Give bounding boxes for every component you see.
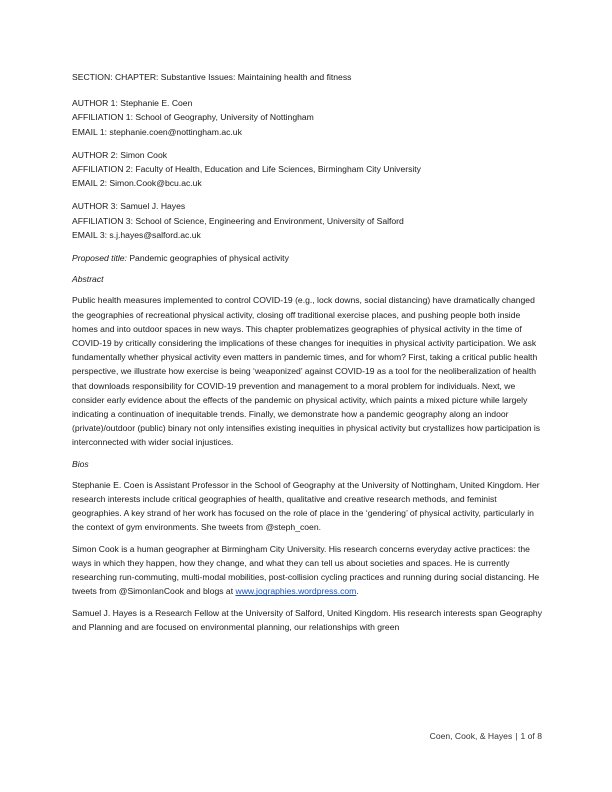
proposed-title	[72, 251, 542, 265]
bio-cook-end: .	[356, 586, 359, 597]
author-3-email: EMAIL 3: s.j.hayes@salford.ac.uk	[72, 229, 201, 240]
section-line: SECTION: CHAPTER: Substantive Issues: Maintaining health and fitness	[72, 72, 352, 82]
author-3-affiliation: AFFILIATION 3: School of Science, Engineering and Environment, University of Salford	[72, 215, 404, 226]
abstract-paragraph: Public health measures implemented to control COVID-19 (e.g., lock downs, social distancing) have dramatically changed the geographies of recreational physical activity, closing off traditional exercise places, and pushing people both inside homes and into outdoor spaces in new ways. This chapter problematizes geographies of physical activity in the time of COVID-19 by critically considering the implications of these changes for inequities in physical activity participation. We ask fundamentally whether physical activity even matters in pandemic times, and for whom? First, taking a critical public health perspective, we illustrate how exercise is being ‘weaponized’ against COVID-19 as a tool for the neoliberalization of health that downloads responsibility for COVID-19 prevention and management to a moral problem for individuals. Next, we consider early evidence about the effects of the pandemic on physical activity, which paints a mixed picture while largely indicating a continuation of inequitable trends. Finally, we demonstrate how a pandemic geography along an indoor (private)/outdoor (public) binary not only intensifies existing inequities in physical activity but crystallizes how participation is interconnected with wider social injustices.	[72, 295, 541, 448]
footer-page-number: 1 of 8	[520, 731, 542, 741]
author-2-affiliation: AFFILIATION 2: Faculty of Health, Education and Life Sciences, Birmingham City University	[72, 164, 421, 175]
footer-authors: Coen, Cook, & Hayes	[429, 731, 513, 741]
footer-separator: |	[515, 731, 518, 741]
bio-cook-text: Simon Cook is a human geographer at Birmingham City University. His research concerns everyday active practices: the ways in which they happen, how they change, and what they can tell us about societies and spaces. He is currently researching run-commuting, multi-modal mobilities, post-collision cycling practices and running during social distancing. He tweets from @SimonIanCook and blogs at	[72, 543, 540, 597]
author-2-email: EMAIL 2: Simon.Cook@bcu.ac.uk	[72, 178, 202, 189]
author-3-name: AUTHOR 3: Samuel J. Hayes	[72, 201, 186, 212]
author-block-2	[72, 148, 542, 191]
author-1-affiliation: AFFILIATION 1: School of Geography, University of Nottingham	[72, 112, 314, 123]
bio-coen: Stephanie E. Coen is Assistant Professor in the School of Geography at the University of Nottingham, United Kingdom. Her research interests include critical geographies of health, qualitative and creative research methods, and feminist geographies. A key strand of her work has focused on the role of place in the ‘gendering’ of physical activity, particularly in the context of gym environments. She tweets from @steph_coen.	[72, 479, 540, 533]
abstract-heading: Abstract	[72, 274, 104, 285]
proposed-title-text: Pandemic geographies of physical activity	[126, 253, 289, 264]
author-block-1	[72, 96, 542, 139]
proposed-title-label: Proposed title:	[72, 253, 127, 264]
author-1-email: EMAIL 1: stephanie.coen@nottingham.ac.uk	[72, 126, 242, 137]
bio-cook	[72, 542, 542, 599]
page-content	[72, 70, 542, 641]
author-1-name: AUTHOR 1: Stephanie E. Coen	[72, 98, 193, 109]
author-2-name: AUTHOR 2: Simon Cook	[72, 149, 168, 160]
author-block-3	[72, 199, 542, 242]
bio-hayes: Samuel J. Hayes is a Research Fellow at the University of Salford, United Kingdom. His research interests span Geography and Planning and are focused on environmental planning, our relationships with green	[72, 607, 543, 632]
blog-link[interactable]: www.jographies.wordpress.com	[235, 586, 357, 597]
page-footer	[430, 731, 542, 741]
bios-heading: Bios	[72, 458, 89, 469]
